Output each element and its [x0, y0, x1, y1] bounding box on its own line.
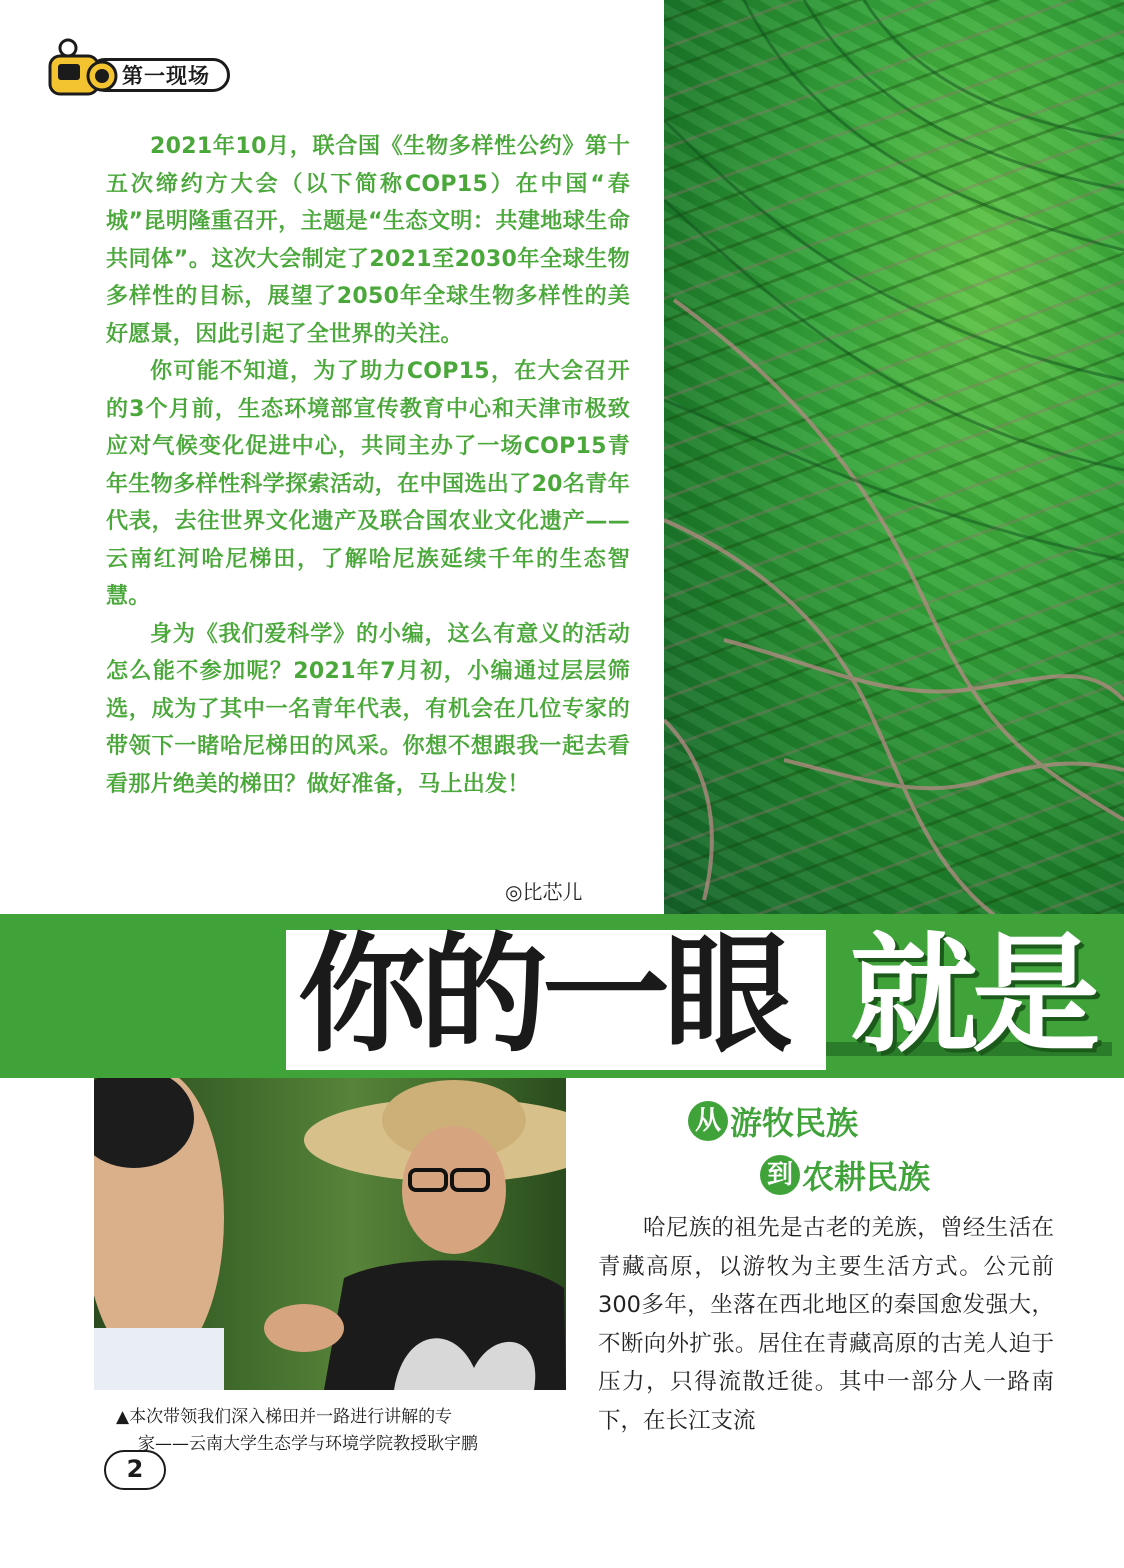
title-part-2: 就是 — [850, 920, 1095, 1070]
rice-terrace-photo — [664, 0, 1124, 915]
section-badge — [46, 38, 236, 102]
caption-line-1: ▲本次带领我们深入梯田并一路进行讲解的专 — [116, 1407, 453, 1427]
section-heading — [688, 1098, 930, 1204]
heading-line-1: 游牧民族 — [730, 1104, 859, 1142]
camera-icon — [46, 38, 132, 102]
author-credit: ◎比芯儿 — [505, 880, 583, 904]
heading-char-circle-2: 到 — [760, 1155, 800, 1195]
heading-char-circle-1: 从 — [688, 1101, 728, 1141]
badge-label: 第一现场 — [122, 64, 210, 88]
intro-paragraph-3: 身为《我们爱科学》的小编，这么有意义的活动怎么能不参加呢？2021年7月初，小编通过层层筛选，成为了其中一名青年代表，有机会在几位专家的带领下一睹哈尼梯田的风采。你想不想跟我一起去看看那片绝美的梯田？做好准备，马上出发！ — [106, 621, 630, 797]
title-part-1: 你的一眼 — [298, 920, 787, 1070]
intro-text — [106, 128, 630, 803]
intro-paragraph-1: 2021年10月，联合国《生物多样性公约》第十五次缔约方大会（以下简称COP15）在中国“春城”昆明隆重召开，主题是“生态文明：共建地球生命共同体”。这次大会制定了2021至2030年全球生物多样性的目标，展望了2050年全球生物多样性的美好愿景，因此引起了全世界的关注。 — [106, 134, 630, 347]
heading-line-2: 农耕民族 — [802, 1158, 931, 1196]
intro-paragraph-2: 你可能不知道，为了助力COP15，在大会召开的3个月前，生态环境部宣传教育中心和天津市极致应对气候变化促进中心，共同主办了一场COP15青年生物多样性科学探索活动，在中国选出了20名青年代表，去往世界文化遗产及联合国农业文化遗产——云南红河哈尼梯田，了解哈尼族延续千年的生态智慧。 — [106, 359, 630, 609]
body-text — [598, 1209, 1054, 1440]
page-number: 2 — [104, 1450, 166, 1490]
photo-caption — [116, 1404, 576, 1458]
expert-photo — [94, 1078, 566, 1390]
body-paragraph-1: 哈尼族的祖先是古老的羌族，曾经生活在青藏高原，以游牧为主要生活方式。公元前300多年，坐落在西北地区的秦国愈发强大，不断向外扩张。居住在青藏高原的古羌人迫于压力，只得流散迁徙。其中一部分人一路南下，在长江支流 — [598, 1215, 1054, 1434]
caption-line-2: 家——云南大学生态学与环境学院教授耿宇鹏 — [138, 1434, 478, 1454]
